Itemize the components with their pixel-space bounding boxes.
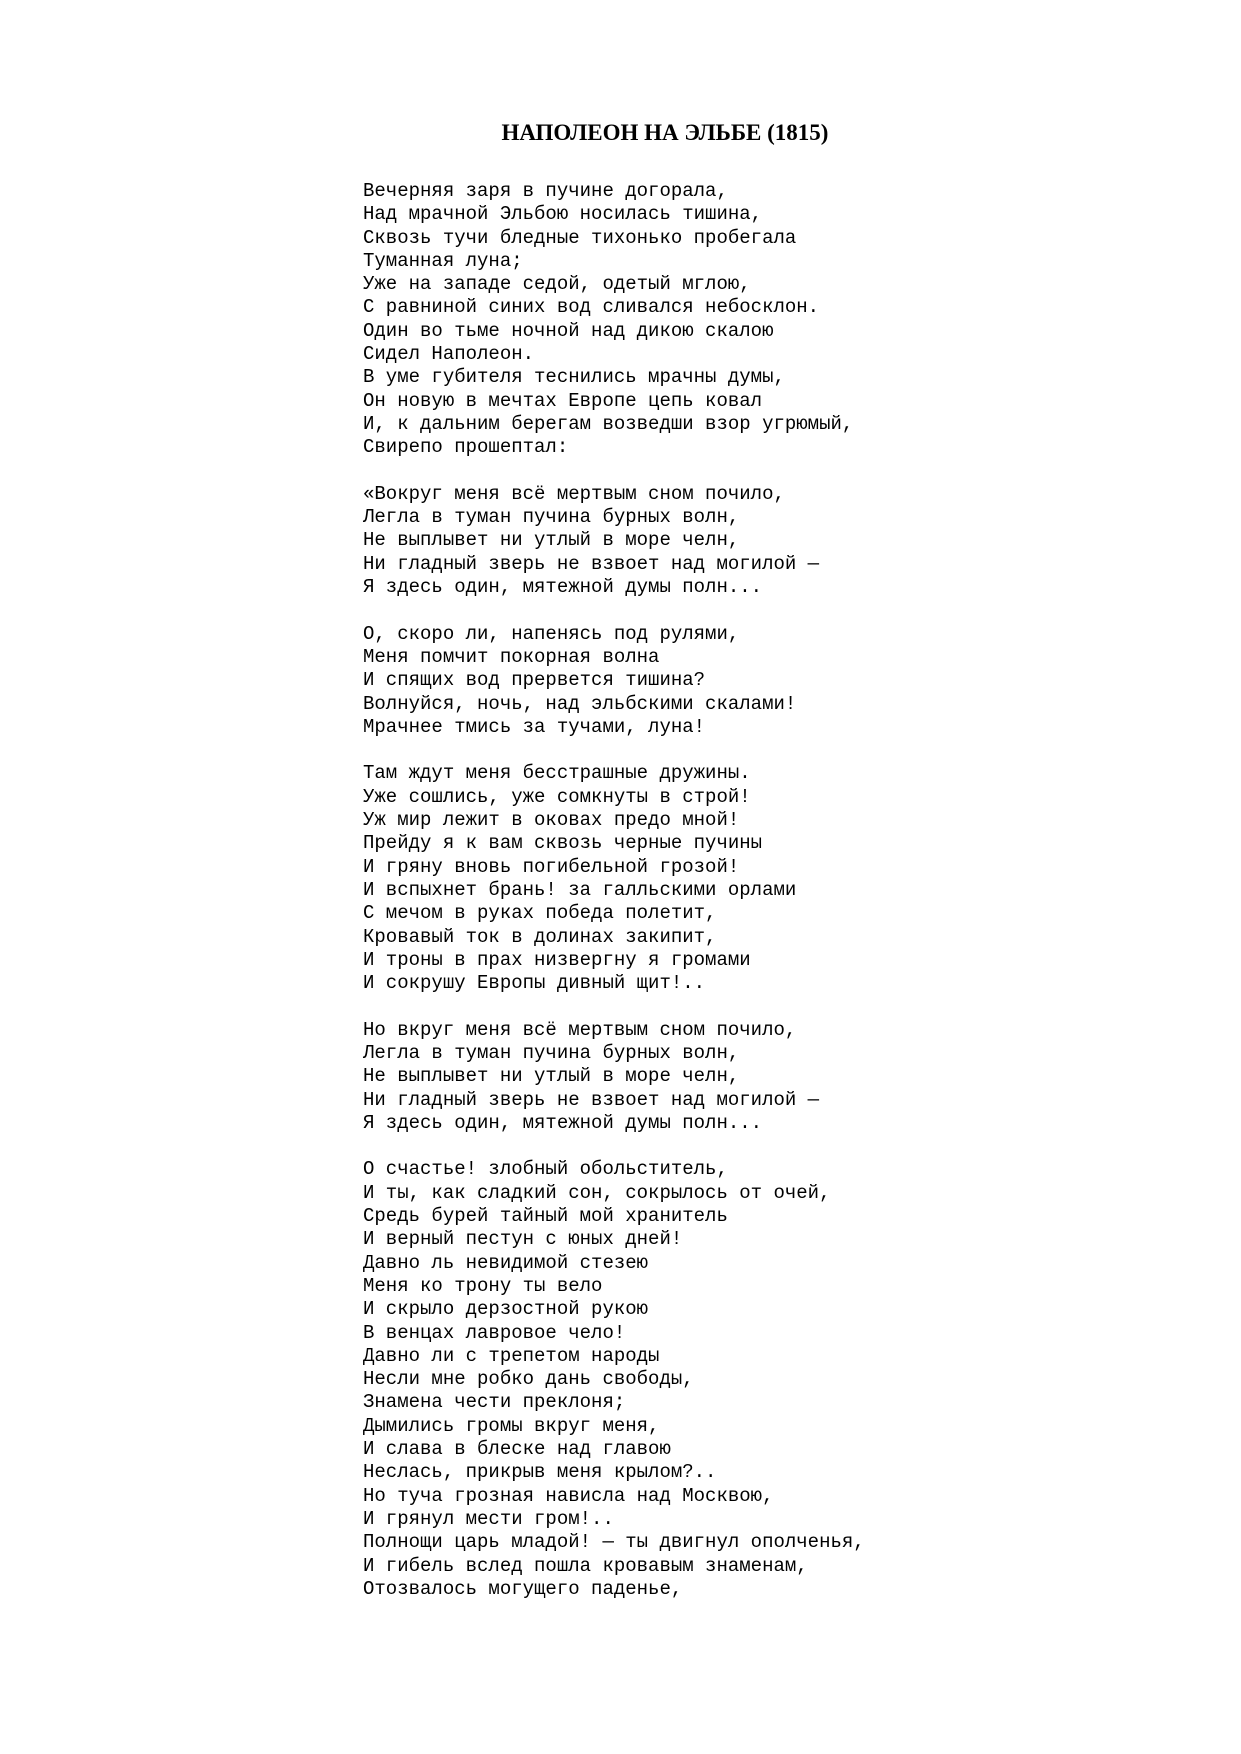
poem-body <box>363 180 1223 1601</box>
poem-line: И ты, как сладкий сон, сокрылось от очей, <box>363 1181 831 1204</box>
poem-line: Волнуйся, ночь, над эльбскими скалами! <box>363 692 797 715</box>
poem-line: Меня помчит покорная волна <box>363 645 660 668</box>
poem-line: Вечерняя заря в пучине догорала, <box>363 180 728 202</box>
poem-line: «Вокруг меня всё мертвым сном почило, <box>363 482 785 505</box>
poem-line: Свирепо прошептал: <box>363 436 569 459</box>
poem-line: И вспыхнет брань! за галльскими орлами <box>363 878 797 901</box>
poem-line: Я здесь один, мятежной думы полн... <box>363 1111 763 1134</box>
poem-line: Сквозь тучи бледные тихонько пробегала <box>363 226 797 249</box>
poem-line: И, к дальним берегам возведши взор угрюмый, <box>363 412 854 435</box>
stanza <box>363 623 1223 739</box>
poem-line: И гибель вслед пошла кровавым знаменам, <box>363 1554 808 1577</box>
poem-line: Ни гладный зверь не взвоет над могилой — <box>363 1088 820 1111</box>
poem-line: Несли мне робко дань свободы, <box>363 1368 694 1391</box>
poem-line: Он новую в мечтах Европе цепь ковал <box>363 389 763 412</box>
poem-line: Средь бурей тайный мой хранитель <box>363 1205 728 1228</box>
poem-line: Туманная луна; <box>363 249 523 272</box>
poem-line: Но вкруг меня всё мертвым сном почило, <box>363 1018 797 1041</box>
poem-line: И спящих вод прервется тишина? <box>363 669 706 692</box>
poem-line: И троны в прах низвергну я громами <box>363 948 751 971</box>
poem-line: И сокрушу Европы дивный щит!.. <box>363 972 706 995</box>
poem-line: Легла в туман пучина бурных волн, <box>363 1041 740 1064</box>
poem-line: Прейду я к вам сквозь черные пучины <box>363 832 763 855</box>
poem-line: Неслась, прикрыв меня крылом?.. <box>363 1461 717 1484</box>
poem-line: С мечом в руках победа полетит, <box>363 902 717 925</box>
poem-line: И верный пестун с юных дней! <box>363 1228 683 1251</box>
poem-line: Знамена чести преклоня; <box>363 1391 626 1414</box>
poem-line: Меня ко трону ты вело <box>363 1274 603 1297</box>
poem-line: Я здесь один, мятежной думы полн... <box>363 576 763 599</box>
poem-line: Легла в туман пучина бурных волн, <box>363 506 740 529</box>
poem-line: Над мрачной Эльбою носилась тишина, <box>363 203 763 226</box>
poem-line: Один во тьме ночной над дикою скалою <box>363 319 774 342</box>
poem-line: С равниной синих вод сливался небосклон. <box>363 296 820 319</box>
poem-line: О, скоро ли, напенясь под рулями, <box>363 622 740 645</box>
poem-title: НАПОЛЕОН НА ЭЛЬБЕ (1815) <box>501 120 829 145</box>
poem-line: Давно ль невидимой стезею <box>363 1251 649 1274</box>
poem-line: Не выплывет ни утлый в море челн, <box>363 1065 740 1088</box>
poem-line: О счастье! злобный обольститель, <box>363 1158 728 1181</box>
poem-line: Ни гладный зверь не взвоет над могилой — <box>363 552 820 575</box>
poem-line: Отозвалось могущего паденье, <box>363 1577 683 1600</box>
stanza <box>363 762 1223 995</box>
poem-line: Уже на западе седой, одетый мглою, <box>363 273 751 296</box>
poem-line: И гряну вновь погибельной грозой! <box>363 855 740 878</box>
poem-line: Уж мир лежит в оковах предо мной! <box>363 809 740 832</box>
poem-line: В венцах лавровое чело! <box>363 1321 626 1344</box>
poem-line: Сидел Наполеон. <box>363 343 535 366</box>
poem-line: И слава в блеске над главою <box>363 1438 671 1461</box>
poem-line: И скрыло дерзостной рукою <box>363 1298 649 1321</box>
stanza <box>363 1158 1223 1601</box>
poem-line: Не выплывет ни утлый в море челн, <box>363 529 740 552</box>
poem-line: Там ждут меня бесстрашные дружины. <box>363 762 751 785</box>
poem-line: Кровавый ток в долинах закипит, <box>363 925 717 948</box>
poem-line: И грянул мести гром!.. <box>363 1507 614 1530</box>
poem-line: Но туча грозная нависла над Москвою, <box>363 1484 774 1507</box>
poem-line: В уме губителя теснились мрачны думы, <box>363 366 785 389</box>
poem-line: Дымились громы вкруг меня, <box>363 1414 660 1437</box>
poem-line: Давно ли с трепетом народы <box>363 1344 660 1367</box>
poem-line: Мрачнее тмись за тучами, луна! <box>363 715 706 738</box>
poem-line: Полнощи царь младой! — ты двигнул ополченья, <box>363 1531 865 1554</box>
stanza <box>363 180 1223 460</box>
stanza <box>363 1019 1223 1135</box>
poem-line: Уже сошлись, уже сомкнуты в строй! <box>363 785 751 808</box>
stanza <box>363 483 1223 599</box>
